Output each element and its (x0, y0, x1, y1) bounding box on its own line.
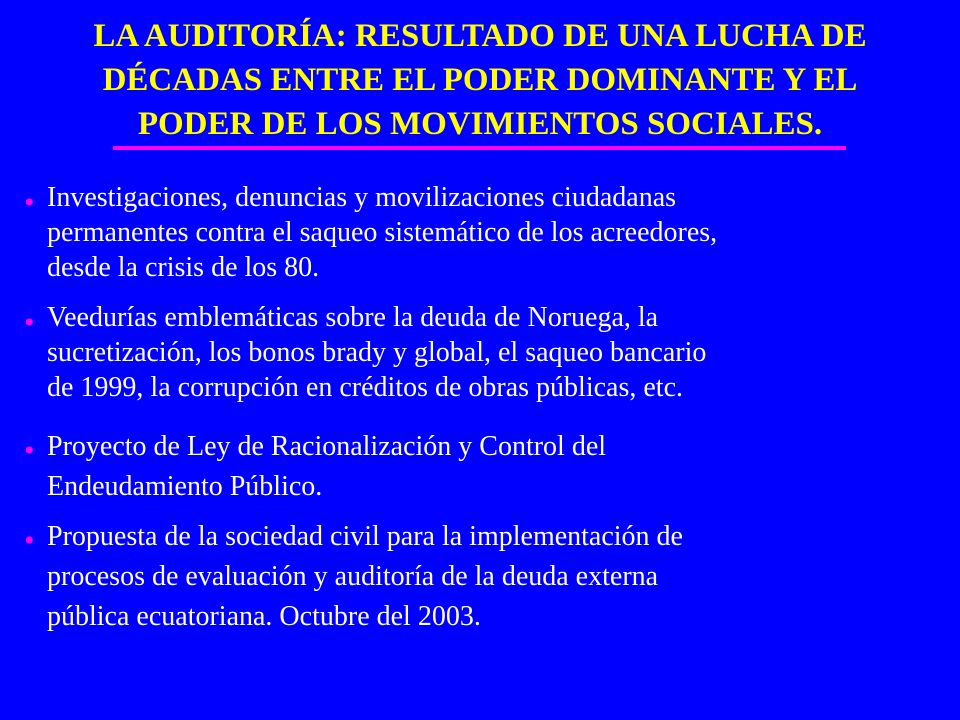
title-line: LA AUDITORÍA: RESULTADO DE UNA LUCHA DE (93, 18, 867, 54)
title-line: PODER DE LOS MOVIMIENTOS SOCIALES. (137, 106, 823, 142)
bullet-icon: • (24, 306, 35, 339)
bullet-text (47, 517, 937, 637)
bullet-line: procesos de evaluación y auditoría de la deuda externa (47, 561, 659, 592)
bullet-line: pública ecuatoriana. Octubre del 2003. (47, 601, 481, 632)
bullet-icon: • (24, 524, 35, 557)
bullet-line: Propuesta de la sociedad civil para la implementación de (47, 521, 683, 552)
bullet-icon: • (24, 186, 35, 219)
title-line: DÉCADAS ENTRE EL PODER DOMINANTE Y EL (102, 62, 858, 98)
bullet-line: permanentes contra el saqueo sistemático de los acreedores, (47, 217, 718, 248)
bullet-line: sucretización, los bonos brady y global, el saqueo bancario (47, 337, 707, 368)
bullet-line: Investigaciones, denuncias y movilizaciones ciudadanas (47, 182, 677, 213)
bullet-text (47, 300, 937, 405)
bullet-line: de 1999, la corrupción en créditos de obras públicas, etc. (47, 372, 684, 403)
bullet-text (47, 427, 937, 507)
bullet-text (47, 180, 937, 285)
bullet-icon: • (24, 434, 35, 467)
bullet-line: desde la crisis de los 80. (47, 252, 320, 283)
bullet-line: Proyecto de Ley de Racionalización y Control del (47, 431, 607, 462)
bullet-line: Veedurías emblemáticas sobre la deuda de Noruega, la (47, 302, 659, 333)
bullet-line: Endeudamiento Público. (47, 471, 323, 502)
